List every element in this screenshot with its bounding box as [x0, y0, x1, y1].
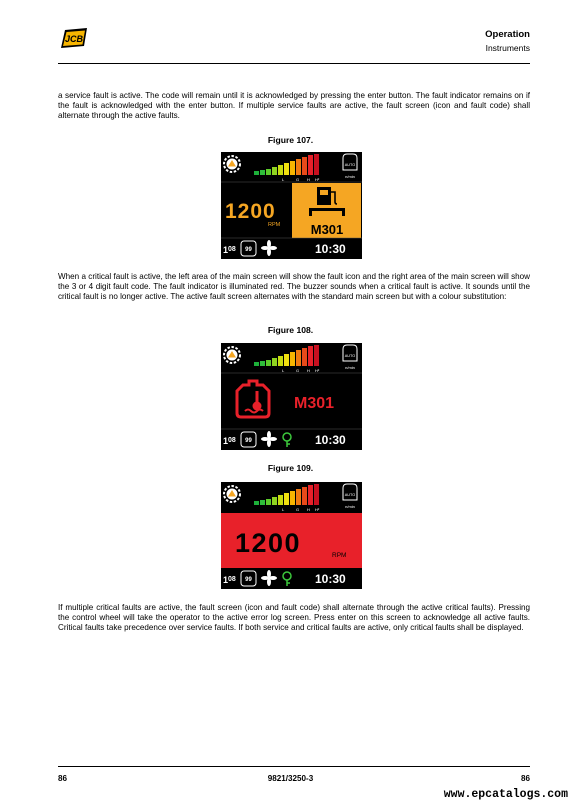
display-label: 99	[245, 247, 252, 253]
display-label: n/min	[345, 174, 355, 179]
jcb-logo	[58, 26, 88, 50]
rpm-readout: 1200	[225, 200, 276, 223]
gear-warning-icon	[224, 347, 240, 363]
fuel-bargraph	[254, 484, 319, 505]
display-label: 1	[223, 575, 229, 585]
paragraph-critical-fault: When a critical fault is active, the left area of the main screen will show the fault icon and the right area of the main screen will show the 3 or 4 digit fault code. The fault indicator is illuminated red. The buzzer sounds when a critical fault is active. It sounds until the critical fault is no longer active. The active fault screen alternates with the standard main screen but with a colour substitution:	[58, 272, 530, 301]
display-label: AUTO	[344, 163, 356, 167]
display-label: n/min	[345, 504, 355, 509]
auto-engine-icon	[343, 345, 357, 370]
display-label: 1	[223, 436, 229, 446]
watermark: www.epcatalogs.com	[443, 788, 568, 801]
section-subtitle: Instruments	[485, 43, 530, 53]
display-label: H	[307, 507, 310, 512]
header-rule	[58, 63, 530, 64]
display-label: L	[282, 368, 285, 373]
display-label: 08	[228, 437, 236, 444]
display-label: H²	[315, 177, 320, 182]
display-label: H²	[315, 368, 320, 373]
display-label: 99	[245, 577, 252, 583]
display-label: 08	[228, 246, 236, 253]
display-label: L	[282, 177, 285, 182]
page-number-left: 86	[58, 774, 68, 783]
rpm-unit: RPM	[332, 552, 347, 559]
fuel-bargraph	[254, 345, 319, 366]
display-label: H	[307, 368, 310, 373]
rpm-unit: RPM	[268, 222, 281, 228]
figure-107-display	[221, 152, 362, 259]
display-label: G	[296, 368, 300, 373]
clock: 10:30	[315, 572, 346, 586]
gear-warning-icon	[224, 156, 240, 172]
figure-108-display	[221, 343, 362, 450]
display-label: G	[296, 507, 300, 512]
figure-109-caption: Figure 109.	[267, 463, 314, 473]
fan-icon	[261, 240, 277, 256]
display-label: AUTO	[344, 354, 356, 358]
display-label: G	[296, 177, 300, 182]
page-number-right: 86	[520, 774, 530, 783]
rpm-readout: 1200	[235, 528, 302, 558]
figure-109-display	[221, 482, 362, 589]
auto-engine-icon	[343, 154, 357, 179]
figure-108-caption: Figure 108.	[267, 325, 314, 335]
auto-engine-icon	[343, 484, 357, 509]
display-label: JCB	[64, 34, 84, 44]
footer-rule	[58, 766, 530, 767]
fuel-bargraph	[254, 154, 319, 175]
parking-brake-icon	[283, 433, 291, 447]
figure-107-caption: Figure 107.	[267, 135, 314, 145]
display-label: 1	[223, 245, 229, 255]
clock: 10:30	[315, 242, 346, 256]
clock: 10:30	[315, 433, 346, 447]
fault-code: M301	[310, 222, 344, 237]
coolant-temperature-icon	[237, 381, 269, 417]
display-label: 08	[228, 576, 236, 583]
fan-icon	[261, 431, 277, 447]
display-label: AUTO	[344, 493, 356, 497]
status-bar	[223, 570, 346, 586]
gear-warning-icon	[224, 486, 240, 502]
section-title: Operation	[485, 29, 530, 40]
display-label: L	[282, 507, 285, 512]
status-bar	[223, 431, 346, 447]
paragraph-multiple-critical-faults: If multiple critical faults are active, the fault screen (icon and fault code) shall alternate through the active critical faults). Pressing the control wheel will take the operator to the active error log screen. Press enter on this screen to acknowledge all active faults. Critical faults take precedence over service faults. If both service and critical faults are active, only critical faults shall be displayed.	[58, 603, 530, 632]
fault-code: M301	[294, 395, 335, 412]
document-number: 9821/3250-3	[267, 774, 314, 783]
display-label: 99	[245, 438, 252, 444]
display-label: H²	[315, 507, 320, 512]
display-label: n/min	[345, 365, 355, 370]
parking-brake-icon	[283, 572, 291, 586]
display-label: H	[307, 177, 310, 182]
status-bar	[223, 240, 346, 256]
fan-icon	[261, 570, 277, 586]
paragraph-service-fault: a service fault is active. The code will remain until it is acknowledged by pressing the enter button. The fault indicator remains on if the fault is acknowledged with the enter button. If multiple service faults are active, the fault screen (icon and fault code) shall alternate through the active faults.	[58, 91, 530, 120]
